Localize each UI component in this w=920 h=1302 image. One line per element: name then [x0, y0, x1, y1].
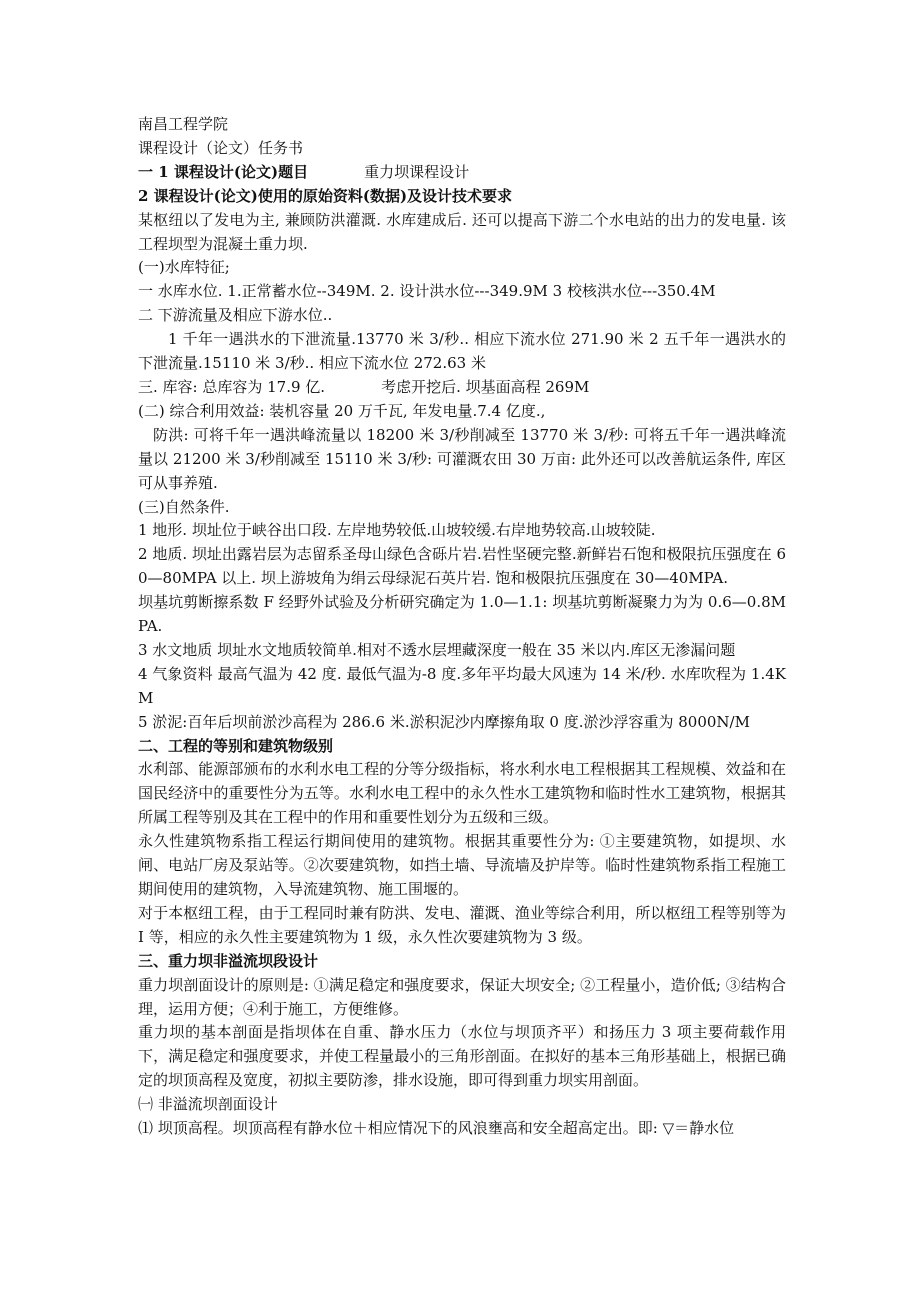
- document-body: [138, 113, 786, 1141]
- friction: 坝基坑剪断擦系数 F 经野外试验及分析研究确定为 1.0—1.1: 坝基坑剪断凝聚力为为 0.6—0.8MPA.: [138, 593, 786, 636]
- design-paragraph-2: 重力坝的基本剖面是指坝体在自重、静水压力（水位与坝顶齐平）和扬压力 3 项主要荷载作用下，满足稳定和强度要求，并使工程量最小的三角形剖面。在拟好的基本三角形基础上，根据已确定的坝顶高程及宽度，初拟主要防渗，排水设施，即可得到重力坝实用剖面。: [138, 1023, 786, 1090]
- grade-paragraph-2: 永久性建筑物系指工程运行期间使用的建筑物。根据其重要性分为: ①主要建筑物，如提坝、水闸、电站厂房及泵站等。②次要建筑物，如挡土墙、导流墙及护岸等。临时性建筑物系指工程施工期间使用的建筑物，入导流建筑物、施工围堰的。: [138, 832, 786, 898]
- grade-heading: 二、工程的等别和建筑物级别: [138, 736, 334, 755]
- section-2-heading: 2 课程设计(论文)使用的原始资料(数据)及设计技术要求: [138, 186, 513, 205]
- flood-control: 防洪: 可将千年一遇洪峰流量以 18200 米 3/秒削减至 13770 米 3/秒: 可将五千年一遇洪峰流量以 21200 米 3/秒削减至 15110 米 3/秒: 可灌溉农田 30 万亩: 此外还可以改善航运条件, 库区可从事养殖.: [138, 425, 786, 492]
- benefit-heading: (二) 综合利用效益: 装机容量 20 万千瓦, 年发电量.7.4 亿度.,: [138, 401, 546, 420]
- hydro-geology: 3 水文地质 坝址水文地质较简单.相对不透水层埋藏深度一般在 35 米以内.库区无渗漏问题: [138, 640, 736, 659]
- intro-paragraph: 某枢纽以了发电为主, 兼顾防洪灌溉. 水库建成后. 还可以提高下游二个水电站的出力的发电量. 该工程坝型为混凝土重力坝.: [138, 210, 786, 253]
- topic-label: 一 1 课程设计(论文)题目: [138, 162, 309, 181]
- design-paragraph-1: 重力坝剖面设计的原则是: ①满足稳定和强度要求，保证大坝安全; ②工程量小，造价低; ③结构合理，运用方便；④利于施工，方便维修。: [138, 975, 786, 1018]
- water-levels: 一 水库水位. 1.正常蓄水位--349M. 2. 设计洪水位---349.9M 3 校核洪水位---350.4M: [138, 282, 716, 301]
- school-name: 南昌工程学院: [138, 115, 229, 133]
- grade-paragraph-3: 对于本枢纽工程，由于工程同时兼有防洪、发电、灌溉、渔业等综合利用，所以枢纽工程等别等为 I 等，相应的永久性主要建筑物为 1 级，永久性次要建筑物为 3 级。: [138, 903, 786, 946]
- climate: 4 气象资料 最高气温为 42 度. 最低气温为-8 度.多年平均最大风速为 14 米/秒. 水库吹程为 1.4KM: [138, 664, 786, 707]
- geology: 2 地质. 坝址出露岩层为志留系圣母山绿色含砾片岩.岩性坚硬完整.新鲜岩石饱和极限抗压强度在 60—80MPA 以上. 坝上游坡角为绢云母绿泥石英片岩. 饱和极限抗压强度在 30—40MPA.: [138, 545, 786, 588]
- foundation-elevation: 考虑开挖后. 坝基面高程 269M: [381, 377, 590, 396]
- crest-elevation: ⑴ 坝顶高程。坝顶高程有静水位＋相应情况下的风浪壅高和安全超高定出。即: ▽＝静水位: [138, 1119, 735, 1138]
- terrain: 1 地形. 坝址位于峡谷出口段. 左岸地势较低.山坡较缓.右岸地势较高.山坡较陡.: [138, 521, 656, 540]
- grade-paragraph-1: 水利部、能源部颁布的水利水电工程的分等分级指标，将水利水电工程根据其工程规模、效益和在国民经济中的重要性分为五等。水利水电工程中的永久性水工建筑物和临时性水工建筑物，根据其所属工程等别及其在工程中的作用和重要性划分为五级和三级。: [138, 760, 786, 827]
- document-type: 课程设计（论文）任务书: [138, 138, 304, 157]
- silt: 5 淤泥:百年后坝前淤沙高程为 286.6 米.淤积泥沙内摩擦角取 0 度.淤沙浮容重为 8000N/M: [138, 712, 750, 731]
- topic-title: 重力坝课程设计: [364, 162, 470, 181]
- downstream-flow: 1 千年一遇洪水的下泄流量.13770 米 3/秒.. 相应下流水位 271.90 米 2 五千年一遇洪水的下泄流量.15110 米 3/秒.. 相应下流水位 272.63 米: [138, 330, 786, 373]
- subsection-1: ㈠ 非溢流坝剖面设计: [138, 1095, 278, 1114]
- downstream-heading: 二 下游流量及相应下游水位..: [138, 306, 333, 325]
- storage-capacity: 三. 库容: 总库容为 17.9 亿.: [138, 377, 326, 396]
- natural-heading: (三)自然条件.: [138, 497, 230, 516]
- topic-line: [138, 161, 786, 185]
- storage-line: [138, 376, 786, 400]
- reservoir-heading: (一)水库特征;: [138, 258, 230, 277]
- section-3-heading: 三、重力坝非溢流坝段设计: [138, 951, 319, 970]
